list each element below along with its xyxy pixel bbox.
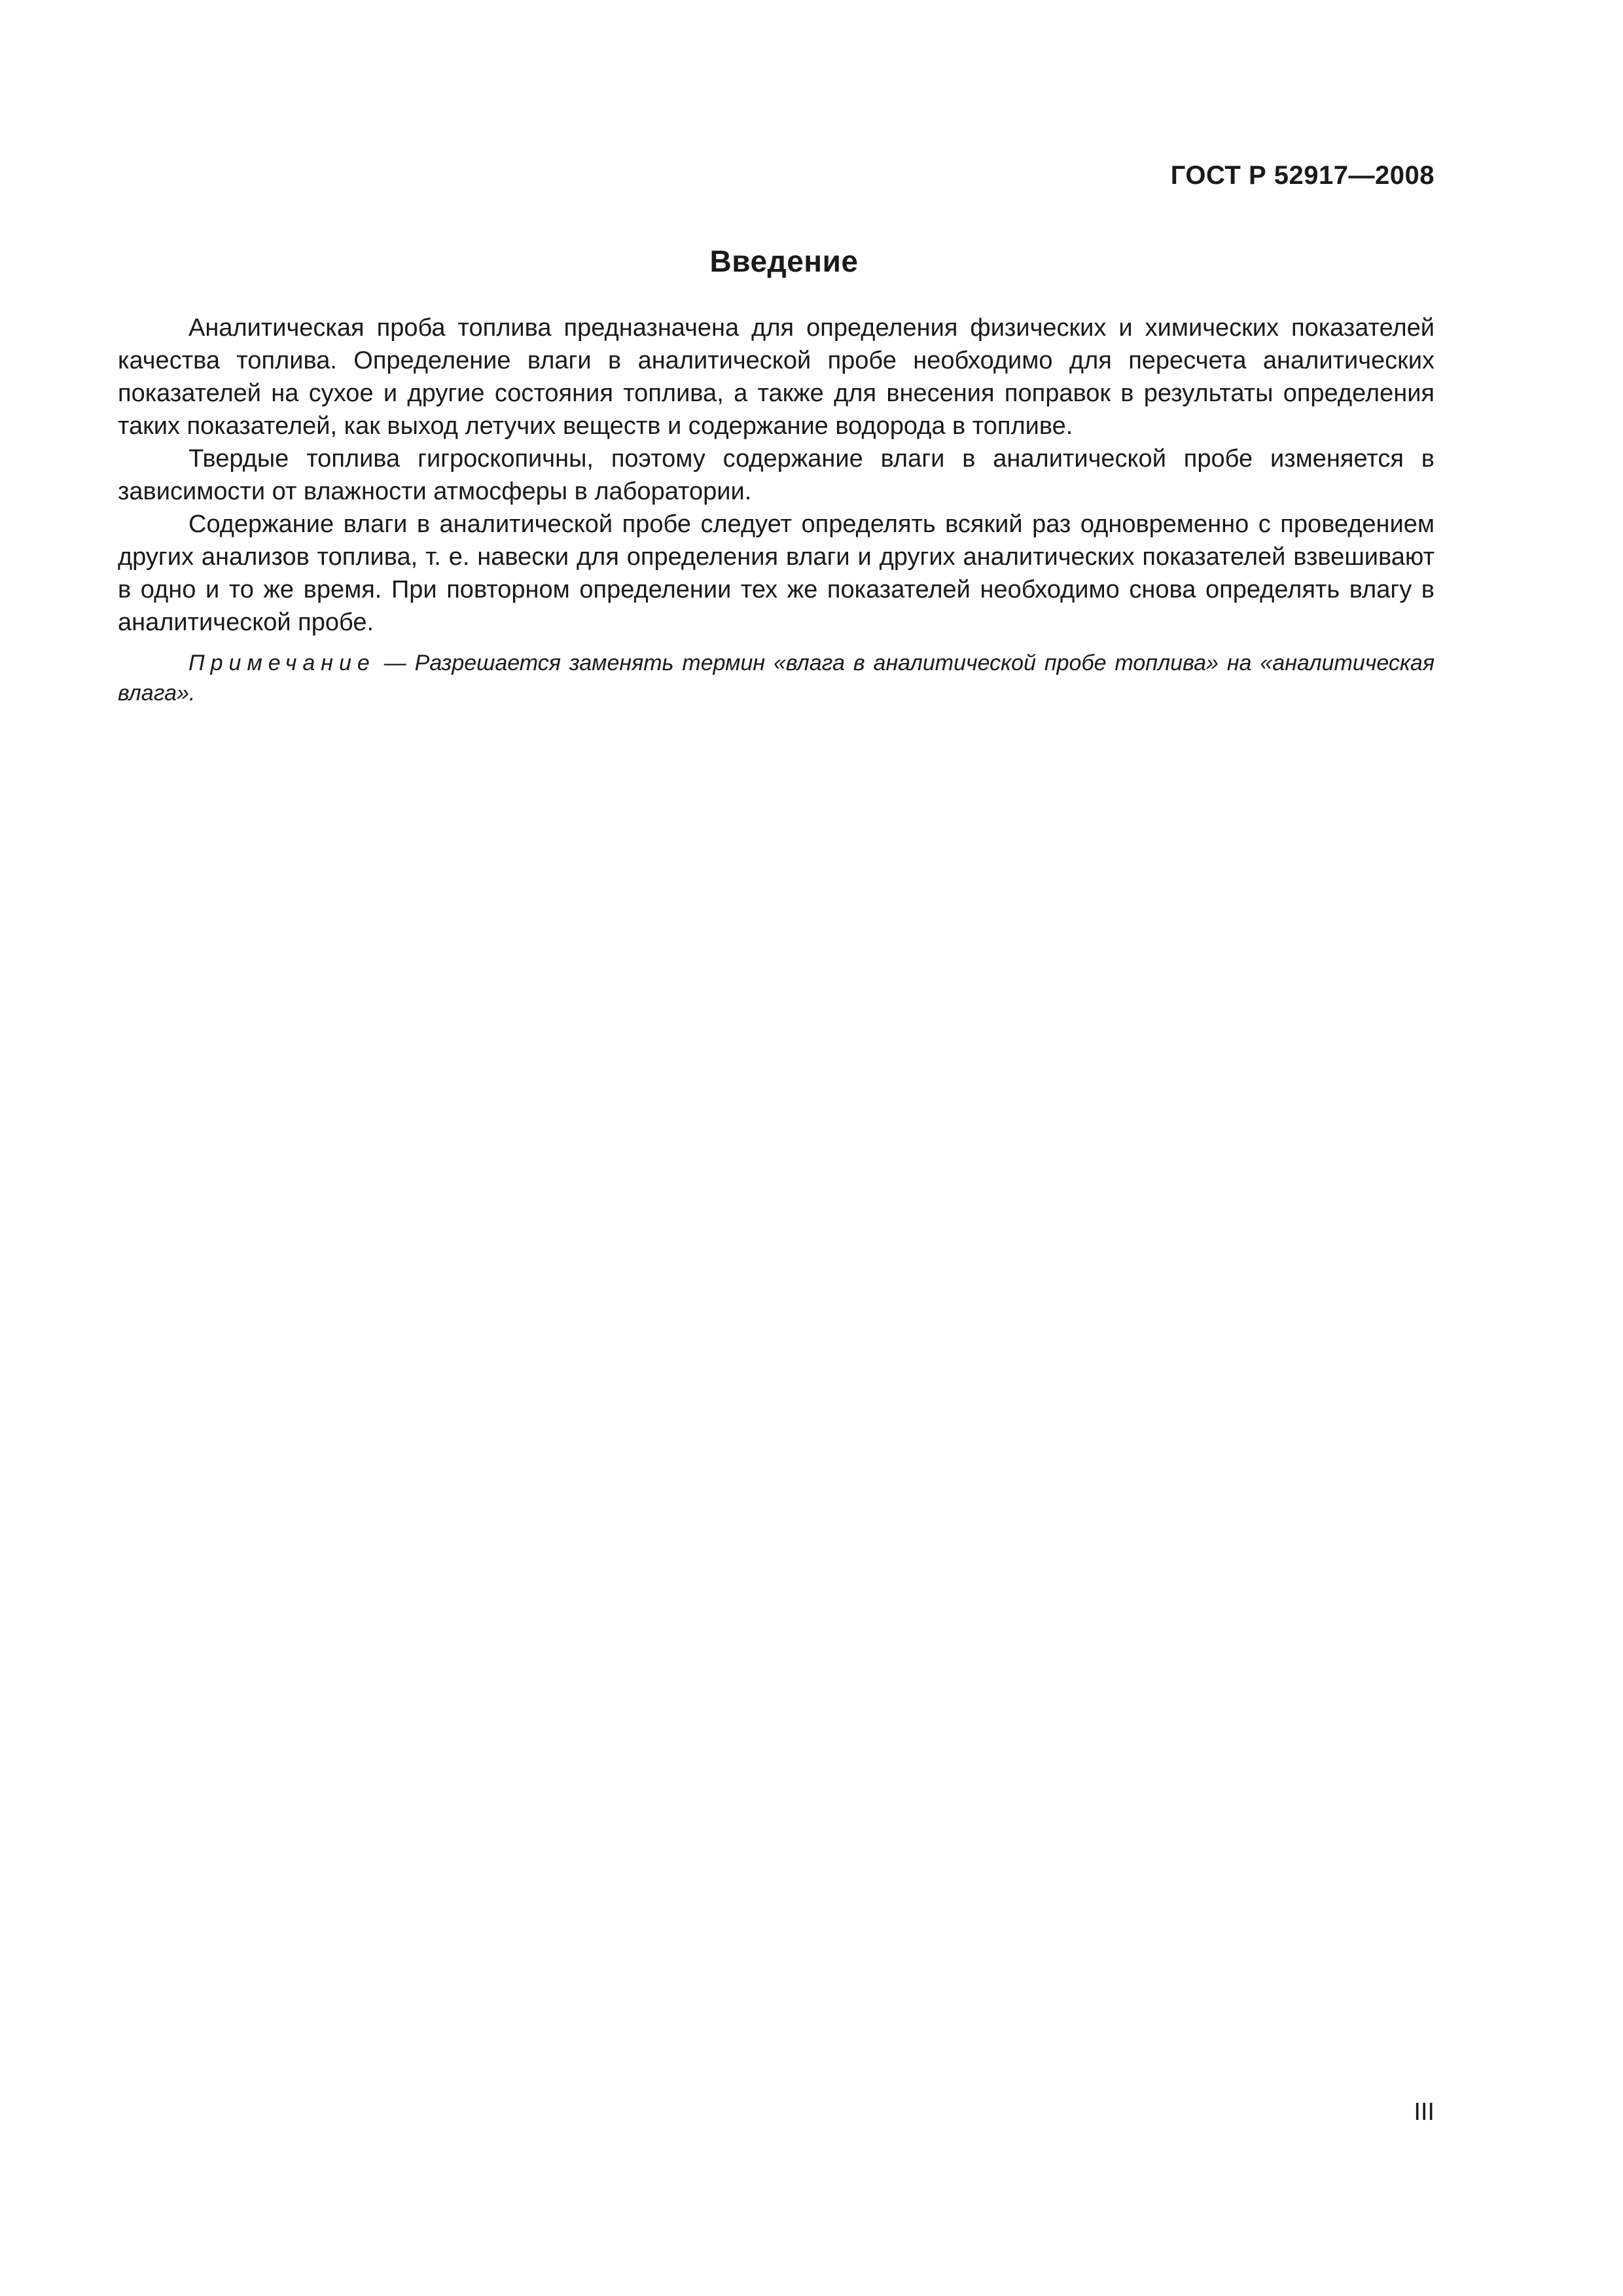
paragraph-1: Аналитическая проба топлива предназначена для определения физических и химических показателей качества топлива. Определение влаги в аналитической пробе необходимо для пересчета аналитических показателей на сухое и другие состояния топлива, а также для внесения поправок в результаты определения таких показателей, как выход летучих веществ и содержание водорода в топливе. xyxy=(118,314,1435,440)
note-label: Примечание xyxy=(188,651,376,675)
document-code: ГОСТ Р 52917—2008 xyxy=(1170,161,1435,190)
introduction-body xyxy=(118,312,1435,708)
paragraph-3: Содержание влаги в аналитической пробе следует определять всякий раз одновременно с проведением других анализов топлива, т. е. навески для определения влаги и других аналитических показателей взвешивают в одно и то же время. При повторном определении тех же показателей необходимо снова определять влагу в аналитической пробе. xyxy=(118,511,1435,636)
note-text: — Разрешается заменять термин «влага в аналитической пробе топлива» на «аналитическая влага». xyxy=(118,651,1435,706)
paragraph-2: Твердые топлива гигроскопичны, поэтому содержание влаги в аналитической пробе изменяется в зависимости от влажности атмосферы в лаборатории. xyxy=(118,445,1435,505)
note xyxy=(118,648,1435,708)
page-number: III xyxy=(1414,2098,1435,2126)
section-title: Введение xyxy=(709,244,859,278)
